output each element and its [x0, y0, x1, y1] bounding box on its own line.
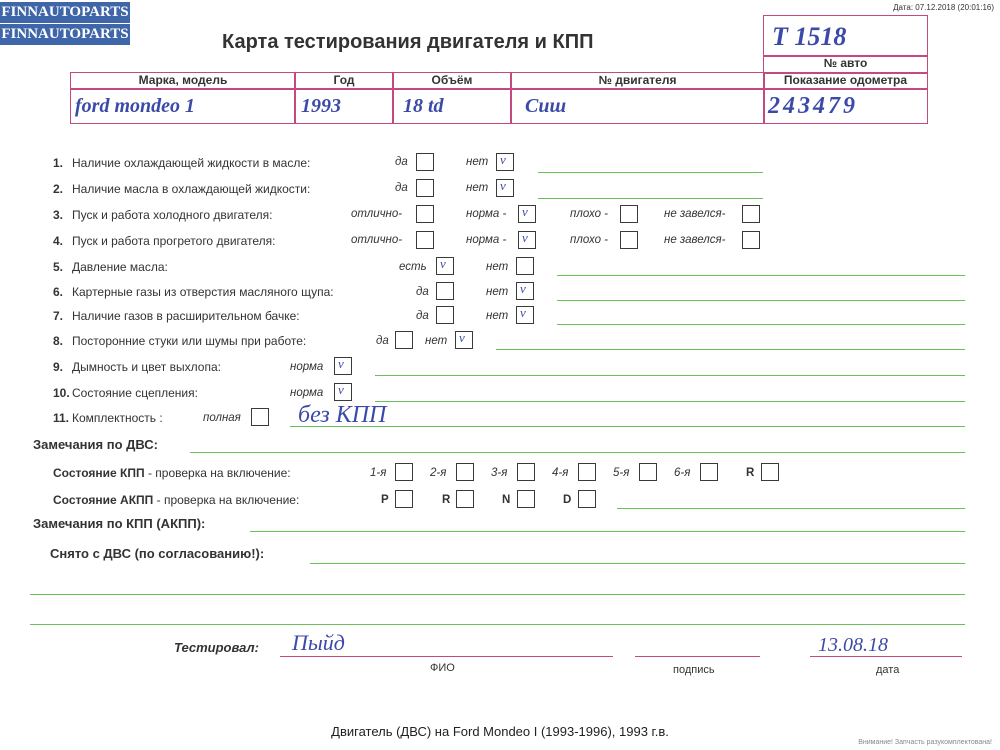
footnote: Внимание! Запчасть разукомплектована! — [858, 739, 992, 746]
kpp-gear-2-box[interactable] — [456, 463, 474, 481]
akpp-mode-d-label: D — [563, 494, 572, 506]
question-7-opt-yes: да — [416, 310, 429, 322]
question-6-text: Картерные газы из отверстия масляного щупа: — [72, 285, 334, 299]
question-3-opt-normal: норма - — [466, 208, 507, 220]
question-11-opt-complete: полная — [203, 412, 241, 424]
question-7-number: 7. — [53, 309, 64, 323]
kpp-gear-6-box[interactable] — [700, 463, 718, 481]
header-auto-no: № авто — [763, 55, 928, 74]
date-label: дата — [876, 664, 900, 676]
removed-label: Снято с ДВС (по согласованию!): — [50, 546, 265, 561]
question-7-opt-no: нет — [486, 310, 509, 322]
kpp-gear-r-box[interactable] — [761, 463, 779, 481]
header-year: Год — [294, 72, 394, 90]
question-4-box-normal[interactable]: v — [518, 231, 536, 249]
question-7-box-no[interactable]: v — [516, 306, 534, 324]
value-volume: 18 td — [403, 95, 444, 117]
brand-logo-secondary: FINNAUTOPARTS — [0, 24, 130, 45]
test-id-box — [763, 15, 928, 57]
question-6-box-no[interactable]: v — [516, 282, 534, 300]
akpp-mode-n-box[interactable] — [517, 490, 535, 508]
kpp-gear-2-label: 2-я — [430, 467, 447, 479]
question-4-opt-normal: норма - — [466, 234, 507, 246]
engine-remarks-label: Замечания по ДВС: — [33, 437, 158, 452]
akpp-mode-p-label: P — [381, 494, 389, 506]
kpp-gear-1-label: 1-я — [370, 467, 387, 479]
question-2-text: Наличие масла в охлаждающей жидкости: — [72, 182, 311, 196]
question-5-opt-no: нет — [486, 261, 509, 273]
tester-name: Пыйд — [292, 630, 345, 655]
question-1-opt-yes: да — [395, 156, 408, 168]
question-3-box-excellent[interactable] — [416, 205, 434, 223]
question-10-box-normal[interactable]: v — [334, 383, 352, 401]
question-4-opt-nostart: не завелся- — [664, 234, 726, 246]
header-model: Марка, модель — [70, 72, 296, 90]
header-engine-no: № двигателя — [510, 72, 765, 90]
value-volume-cell — [392, 88, 512, 124]
question-3-box-normal[interactable]: v — [518, 205, 536, 223]
question-6-number: 6. — [53, 285, 64, 299]
question-11-number: 11. — [53, 411, 70, 425]
question-3-opt-nostart: не завелся- — [664, 208, 726, 220]
question-1-text: Наличие охлаждающей жидкости в масле: — [72, 156, 311, 170]
kpp-gear-4-label: 4-я — [552, 467, 569, 479]
question-3-number: 3. — [53, 208, 64, 222]
kpp-gear-3-box[interactable] — [517, 463, 535, 481]
value-model-cell — [70, 88, 296, 124]
question-1-box-yes[interactable] — [416, 153, 434, 171]
question-9-box-normal[interactable]: v — [334, 357, 352, 375]
akpp-mode-n-label: N — [502, 494, 511, 506]
form-title: Карта тестирования двигателя и КПП — [222, 31, 594, 53]
question-5-number: 5. — [53, 260, 64, 274]
kpp-gear-1-box[interactable] — [395, 463, 413, 481]
akpp-mode-r-label: R — [442, 494, 451, 506]
question-5-opt-yes: есть — [399, 261, 427, 273]
question-8-box-yes[interactable] — [395, 331, 413, 349]
question-9-opt-normal: норма — [290, 361, 324, 373]
question-10-number: 10. — [53, 386, 70, 400]
question-4-box-nostart[interactable] — [742, 231, 760, 249]
value-odometer-cell — [763, 88, 928, 124]
question-2-opt-yes: да — [395, 182, 408, 194]
question-8-opt-no: нет — [425, 335, 448, 347]
value-odometer: 243479 — [768, 93, 858, 119]
caption: Двигатель (ДВС) на Ford Mondeo I (1993-1996), 1993 г.в. — [331, 724, 669, 739]
value-engine-no: Cиш — [525, 95, 567, 117]
value-year-cell — [294, 88, 394, 124]
header-odometer: Показание одометра — [763, 72, 928, 90]
value-year: 1993 — [301, 95, 341, 117]
question-5-box-yes[interactable]: v — [436, 257, 454, 275]
question-10-opt-normal: норма — [290, 387, 324, 399]
question-4-box-excellent[interactable] — [416, 231, 434, 249]
question-9-number: 9. — [53, 360, 64, 374]
question-1-opt-no: нет — [466, 156, 489, 168]
question-4-number: 4. — [53, 234, 64, 248]
kpp-gear-3-label: 3-я — [491, 467, 508, 479]
kpp-gear-5-label: 5-я — [613, 467, 630, 479]
question-9-text: Дымность и цвет выхлопа: — [72, 360, 221, 374]
question-8-box-no[interactable]: v — [455, 331, 473, 349]
brand-logo: FINNAUTOPARTS — [0, 2, 130, 23]
kpp-gear-5-box[interactable] — [639, 463, 657, 481]
question-7-box-yes[interactable] — [436, 306, 454, 324]
question-6-opt-yes: да — [416, 286, 429, 298]
question-3-opt-excellent: отлично- — [351, 208, 403, 220]
kpp-label: Состояние КПП - проверка на включение: — [53, 466, 291, 480]
value-model: ford mondeo 1 — [75, 95, 195, 117]
question-5-box-no[interactable] — [516, 257, 534, 275]
question-2-box-no[interactable]: v — [496, 179, 514, 197]
question-6-box-yes[interactable] — [436, 282, 454, 300]
question-11-text: Комплектность : — [72, 411, 163, 425]
akpp-mode-r-box[interactable] — [456, 490, 474, 508]
question-8-opt-yes: да — [376, 335, 389, 347]
test-id-value: Т 1518 — [772, 22, 847, 51]
kpp-gear-r-label: R — [746, 467, 755, 479]
question-6-opt-no: нет — [486, 286, 509, 298]
question-11-note: без КПП — [298, 402, 387, 428]
question-2-opt-no: нет — [466, 182, 489, 194]
question-8-text: Посторонние стуки или шумы при работе: — [72, 334, 307, 348]
kpp-gear-6-label: 6-я — [674, 467, 691, 479]
test-date: 13.08.18 — [818, 634, 888, 656]
fio-label: ФИО — [430, 662, 455, 674]
question-4-opt-bad: плохо - — [570, 234, 608, 246]
question-4-box-bad[interactable] — [620, 231, 638, 249]
akpp-mode-d-box[interactable] — [578, 490, 596, 508]
akpp-mode-p-box[interactable] — [395, 490, 413, 508]
question-3-opt-bad: плохо - — [570, 208, 608, 220]
question-2-number: 2. — [53, 182, 64, 196]
question-8-number: 8. — [53, 334, 64, 348]
date-stamp: Дата: 07.12.2018 (20:01:16) — [893, 3, 994, 12]
header-volume: Объём — [392, 72, 512, 90]
question-1-number: 1. — [53, 156, 64, 170]
value-engine-no-cell — [510, 88, 765, 124]
question-4-text: Пуск и работа прогретого двигателя: — [72, 234, 276, 248]
signature-label: подпись — [673, 664, 715, 676]
question-1-box-no[interactable]: v — [496, 153, 514, 171]
kpp-remarks-label: Замечания по КПП (АКПП): — [33, 516, 206, 531]
question-7-text: Наличие газов в расширительном бачке: — [72, 309, 300, 323]
question-5-text: Давление масла: — [72, 260, 168, 274]
question-3-box-nostart[interactable] — [742, 205, 760, 223]
question-11-box-complete[interactable] — [251, 408, 269, 426]
tested-by-label: Тестировал: — [174, 640, 259, 655]
akpp-label: Состояние АКПП - проверка на включение: — [53, 493, 300, 507]
question-3-text: Пуск и работа холодного двигателя: — [72, 208, 273, 222]
question-4-opt-excellent: отлично- — [351, 234, 403, 246]
question-10-text: Состояние сцепления: — [72, 386, 198, 400]
question-3-box-bad[interactable] — [620, 205, 638, 223]
kpp-gear-4-box[interactable] — [578, 463, 596, 481]
question-2-box-yes[interactable] — [416, 179, 434, 197]
